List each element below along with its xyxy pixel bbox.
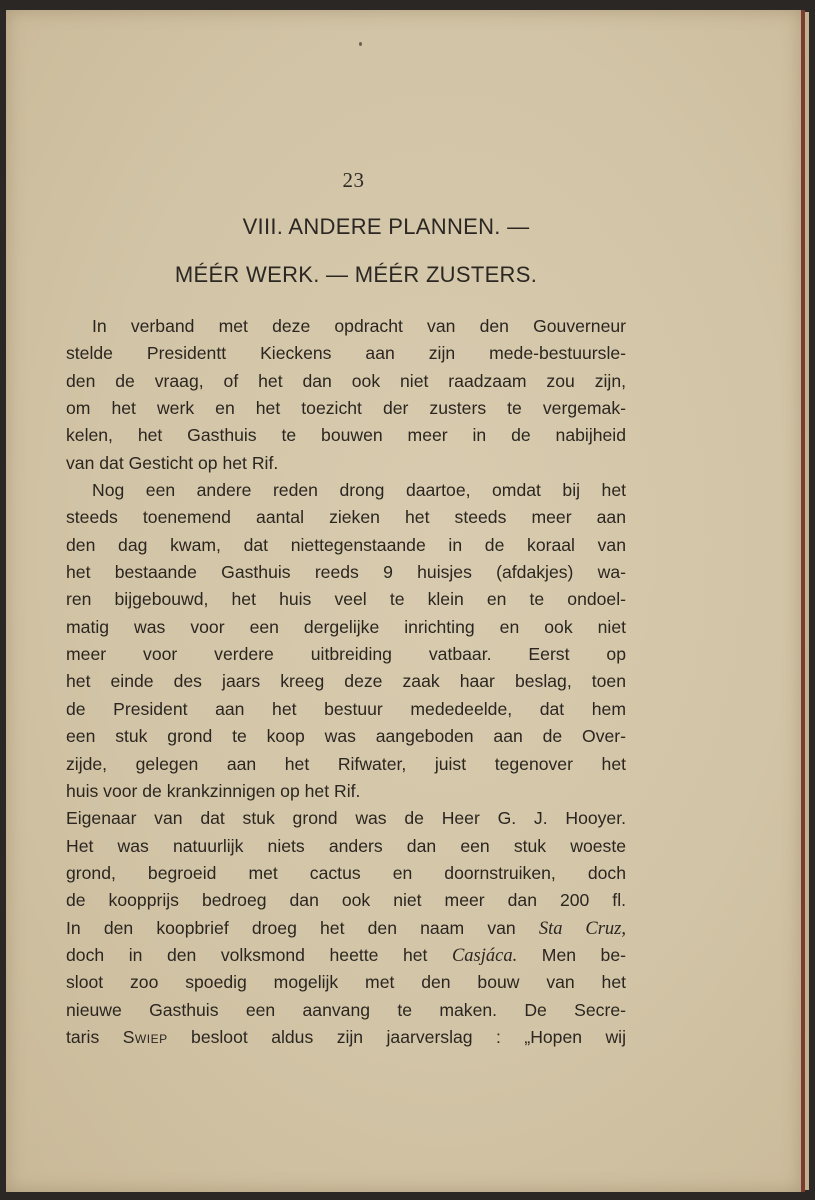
- place-name-italic: Sta Cruz,: [538, 918, 626, 939]
- text-line: Nog een andere reden drong daartoe, omdat bij het: [92, 480, 626, 501]
- text-line: stelde Presidentt Kieckens aan zijn mede-bestuursle-: [66, 343, 626, 364]
- text-line: om het werk en het toezicht der zusters te vergemak-: [66, 398, 626, 419]
- text-line: een stuk grond te koop was aangeboden aan de Over-: [66, 726, 626, 747]
- text-line: steeds toenemend aantal zieken het steeds meer aan: [66, 507, 626, 528]
- page-number: 23: [342, 168, 365, 192]
- text-line: Eigenaar van dat stuk grond was de Heer G. J. Hooyer.: [66, 808, 626, 829]
- text-line: sloot zoo spoedig mogelijk met den bouw van het: [66, 972, 626, 993]
- text-line: zijde, gelegen aan het Rifwater, juist tegenover het: [66, 753, 626, 774]
- text-line: het bestaande Gasthuis reeds 9 huisjes (afdakjes) wa-: [66, 562, 626, 583]
- text-segment: doch in den volksmond heette het: [66, 944, 452, 965]
- body-text: [66, 313, 626, 1051]
- text-line: de President aan het bestuur mededeelde, dat hem: [66, 698, 626, 719]
- text-line: [66, 1024, 626, 1051]
- text-line: huis voor de krankzinnigen op het Rif.: [66, 780, 361, 801]
- secretary-name: Swiep: [122, 1026, 168, 1047]
- text-line: de koopprijs bedroeg dan ook niet meer dan 200 fl.: [66, 890, 626, 911]
- text-line: matig was voor een dergelijke inrichting en ook niet: [66, 616, 626, 637]
- text-line: nieuwe Gasthuis een aanvang te maken. De Secre-: [66, 999, 626, 1020]
- text-line: [66, 915, 626, 942]
- chapter-heading: VIII. ANDERE PLANNEN. —: [242, 214, 530, 239]
- paper-speck: [359, 42, 362, 46]
- place-name-italic: Casjáca.: [451, 945, 518, 966]
- text-line: Het was natuurlijk niets anders dan een stuk woeste: [66, 835, 626, 856]
- text-segment: In den koopbrief droeg het den naam van: [66, 917, 539, 938]
- page-edge: [805, 12, 809, 1190]
- text-line: grond, begroeid met cactus en doornstruiken, doch: [66, 862, 626, 883]
- text-line: ren bijgebouwd, het huis veel te klein en te ondoel-: [66, 589, 626, 610]
- chapter-subheading: MÉÉR WERK. — MÉÉR ZUSTERS.: [174, 262, 538, 287]
- text-segment: besloot aldus zijn jaarverslag : „Hopen wij: [167, 1026, 626, 1047]
- text-line: meer voor verdere uitbreiding vatbaar. Eerst op: [66, 644, 626, 665]
- text-segment: Men be-: [517, 944, 626, 965]
- text-line: [66, 942, 626, 969]
- text-segment: taris: [66, 1026, 123, 1047]
- text-line: den dag kwam, dat niettegenstaande in de koraal van: [66, 534, 626, 555]
- text-line: van dat Gesticht op het Rif.: [66, 452, 279, 473]
- text-line: kelen, het Gasthuis te bouwen meer in de nabijheid: [66, 425, 626, 446]
- text-line: In verband met deze opdracht van den Gouverneur: [92, 316, 626, 336]
- text-line: den de vraag, of het dan ook niet raadzaam zou zijn,: [66, 370, 626, 391]
- text-line: het einde des jaars kreeg deze zaak haar beslag, toen: [66, 671, 626, 692]
